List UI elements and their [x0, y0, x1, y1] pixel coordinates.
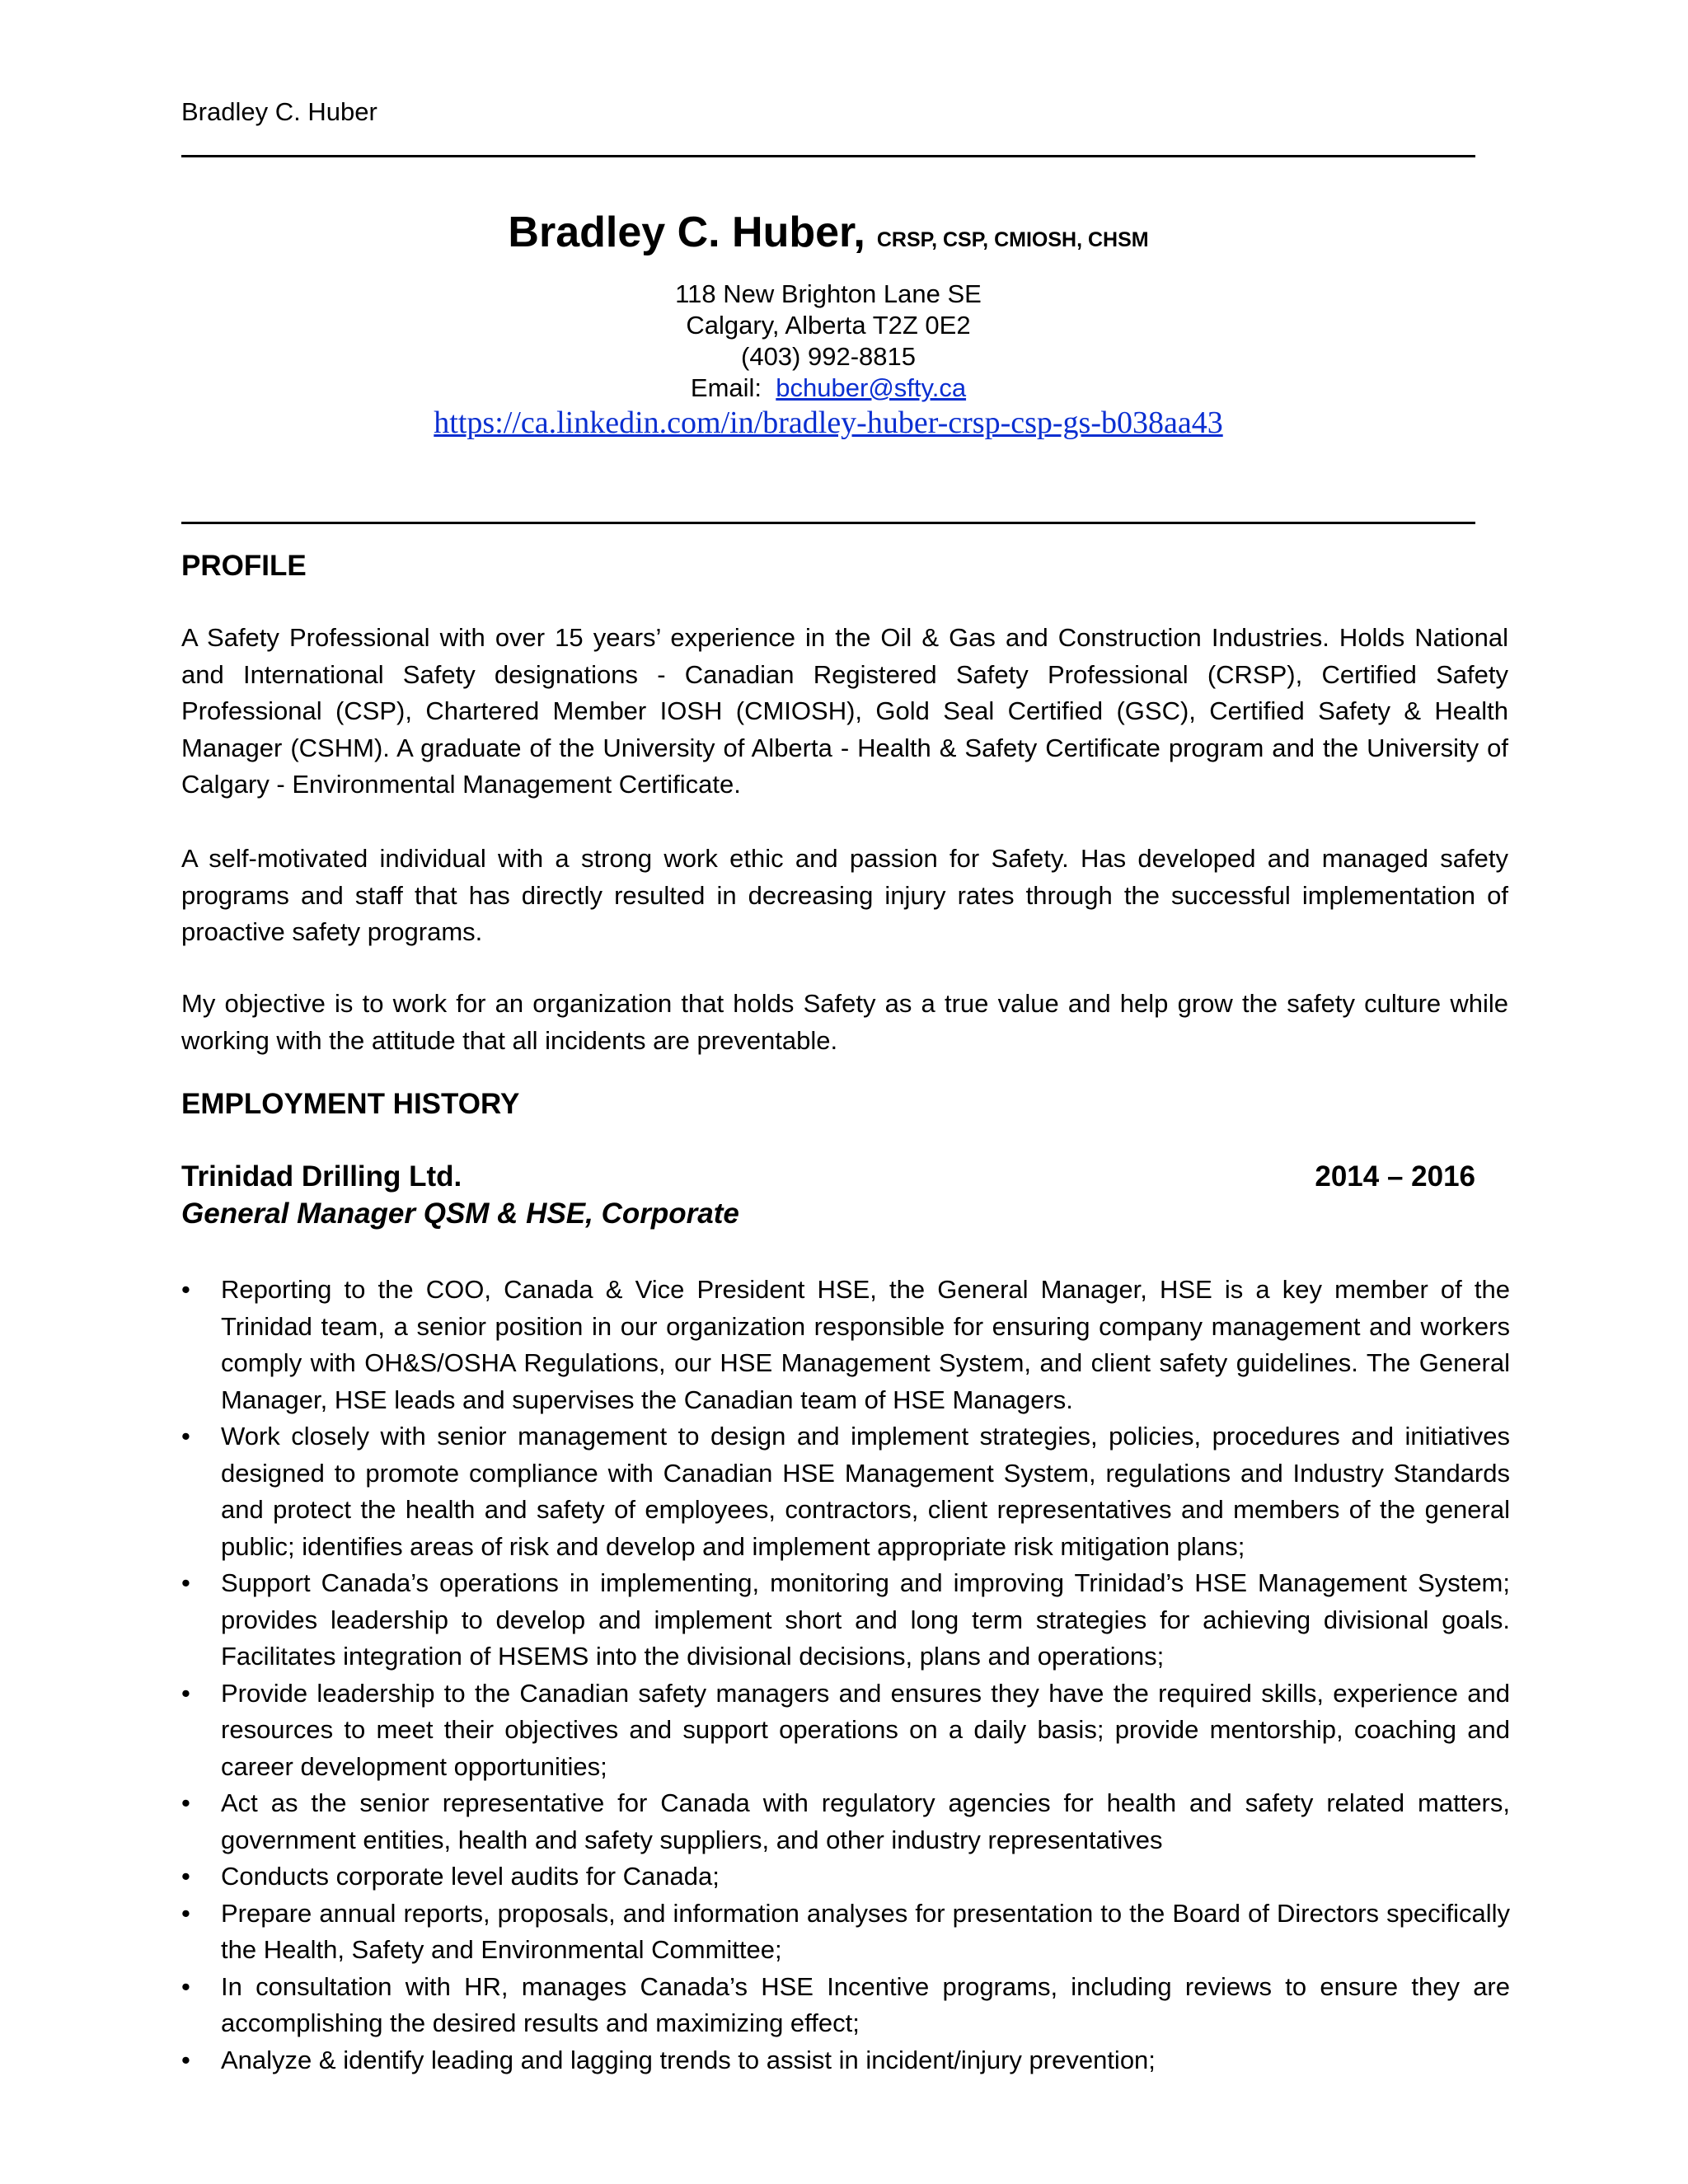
- credentials: CRSP, CSP, CMIOSH, CHSM: [876, 228, 1149, 251]
- email-label: Email:: [690, 373, 762, 402]
- duty-item: [181, 1675, 1510, 1786]
- name-line: [181, 208, 1475, 257]
- duty-item: [181, 1565, 1510, 1675]
- address-line-1: 118 New Brighton Lane SE: [675, 279, 982, 308]
- bullet-icon: •: [181, 1971, 190, 2001]
- employment-heading: EMPLOYMENT HISTORY: [181, 1088, 520, 1120]
- duty-text: Conducts corporate level audits for Canada;: [221, 1862, 720, 1891]
- job-dates: 2014 – 2016: [1315, 1160, 1475, 1193]
- candidate-name: Bradley C. Huber,: [508, 209, 865, 256]
- bullet-icon: •: [181, 1862, 190, 1891]
- contact-block: [181, 208, 1475, 442]
- duty-item: [181, 1858, 1510, 1896]
- job-company: Trinidad Drilling Ltd.: [181, 1160, 462, 1193]
- duty-text: Act as the senior representative for Canada with regulatory agencies for health and safety related matters, government entities, health and safety suppliers, and other industry representatives: [221, 1788, 1510, 1854]
- duty-item: [181, 1969, 1510, 2042]
- address-line-2: Calgary, Alberta T2Z 0E2: [686, 311, 971, 340]
- duty-item: [181, 1418, 1510, 1565]
- bullet-icon: •: [181, 1788, 190, 1817]
- email-line: [181, 373, 1475, 404]
- bullet-icon: •: [181, 2045, 190, 2074]
- profile-heading: PROFILE: [181, 550, 307, 582]
- duty-item: [181, 2042, 1510, 2079]
- duty-item: [181, 1785, 1510, 1858]
- job-header: [181, 1158, 1475, 1232]
- email-link[interactable]: bchuber@sfty.ca: [776, 373, 967, 402]
- profile-paragraph-3: My objective is to work for an organization that holds Safety as a true value and help grow the safety culture while working with the attitude that all incidents are preventable.: [181, 989, 1508, 1055]
- section-divider: [181, 522, 1475, 524]
- bullet-icon: •: [181, 1568, 190, 1597]
- job-position: General Manager QSM & HSE, Corporate: [181, 1197, 739, 1230]
- address-block: [181, 279, 1475, 404]
- phone-number: (403) 992-8815: [741, 342, 916, 371]
- bullet-icon: •: [181, 1422, 190, 1451]
- profile-paragraph-2: A self-motivated individual with a strong work ethic and passion for Safety. Has developed and managed safety programs and staff that has directly resulted in decreasing injury rates through the successful implementation of proactive safety programs.: [181, 844, 1508, 946]
- job-duties-list: [181, 1272, 1510, 2079]
- duty-text: In consultation with HR, manages Canada’s HSE Incentive programs, including reviews to ensure they are accomplishing the desired results and maximizing effect;: [221, 1971, 1510, 2037]
- duty-text: Prepare annual reports, proposals, and information analyses for presentation to the Board of Directors specifically the Health, Safety and Environmental Committee;: [221, 1898, 1510, 1964]
- header-divider: [181, 155, 1475, 157]
- duty-text: Analyze & identify leading and lagging trends to assist in incident/injury prevention;: [221, 2045, 1156, 2074]
- profile-paragraph-1: A Safety Professional with over 15 years’ experience in the Oil & Gas and Construction Industries. Holds National and International Safety designations - Canadian Registered Safety Professional (CRSP), Certified Safety Professional (CSP), Chartered Member IOSH (CMIOSH), Gold Seal Certified (GSC), Certified Safety & Health Manager (CSHM). A graduate of the University of Alberta - Health & Safety Certificate program and the University of Calgary - Environmental Management Certificate.: [181, 623, 1508, 799]
- duty-text: Work closely with senior management to design and implement strategies, policies, procedures and initiatives designed to promote compliance with Canadian HSE Management System, regulations and Industry Standards and protect the health and safety of employees, contractors, client representatives and members of the general public; identifies areas of risk and develop and implement appropriate risk mitigation plans;: [221, 1422, 1510, 1561]
- duty-item: [181, 1272, 1510, 1418]
- page-header: Bradley C. Huber: [181, 97, 377, 126]
- duty-text: Reporting to the COO, Canada & Vice President HSE, the General Manager, HSE is a key member of the Trinidad team, a senior position in our organization responsible for ensuring company management and workers comply with OH&S/OSHA Regulations, our HSE Management System, and client safety guidelines. The General Manager, HSE leads and supervises the Canadian team of HSE Managers.: [221, 1275, 1510, 1414]
- bullet-icon: •: [181, 1898, 190, 1928]
- duty-text: Support Canada’s operations in implementing, monitoring and improving Trinidad’s HSE Management System; provides leadership to develop and implement short and long term strategies for achieving divisional goals. Facilitates integration of HSEMS into the divisional decisions, plans and operations;: [221, 1568, 1510, 1671]
- linkedin-link[interactable]: https://ca.linkedin.com/in/bradley-huber-crsp-csp-gs-b038aa43: [434, 405, 1223, 440]
- duty-text: Provide leadership to the Canadian safety managers and ensures they have the required skills, experience and resources to meet their objectives and support operations on a daily basis; provide mentorship, coaching and career development opportunities;: [221, 1678, 1510, 1781]
- duty-item: [181, 1896, 1510, 1969]
- bullet-icon: •: [181, 1678, 190, 1708]
- job-company-line: [181, 1158, 1475, 1195]
- bullet-icon: •: [181, 1275, 190, 1304]
